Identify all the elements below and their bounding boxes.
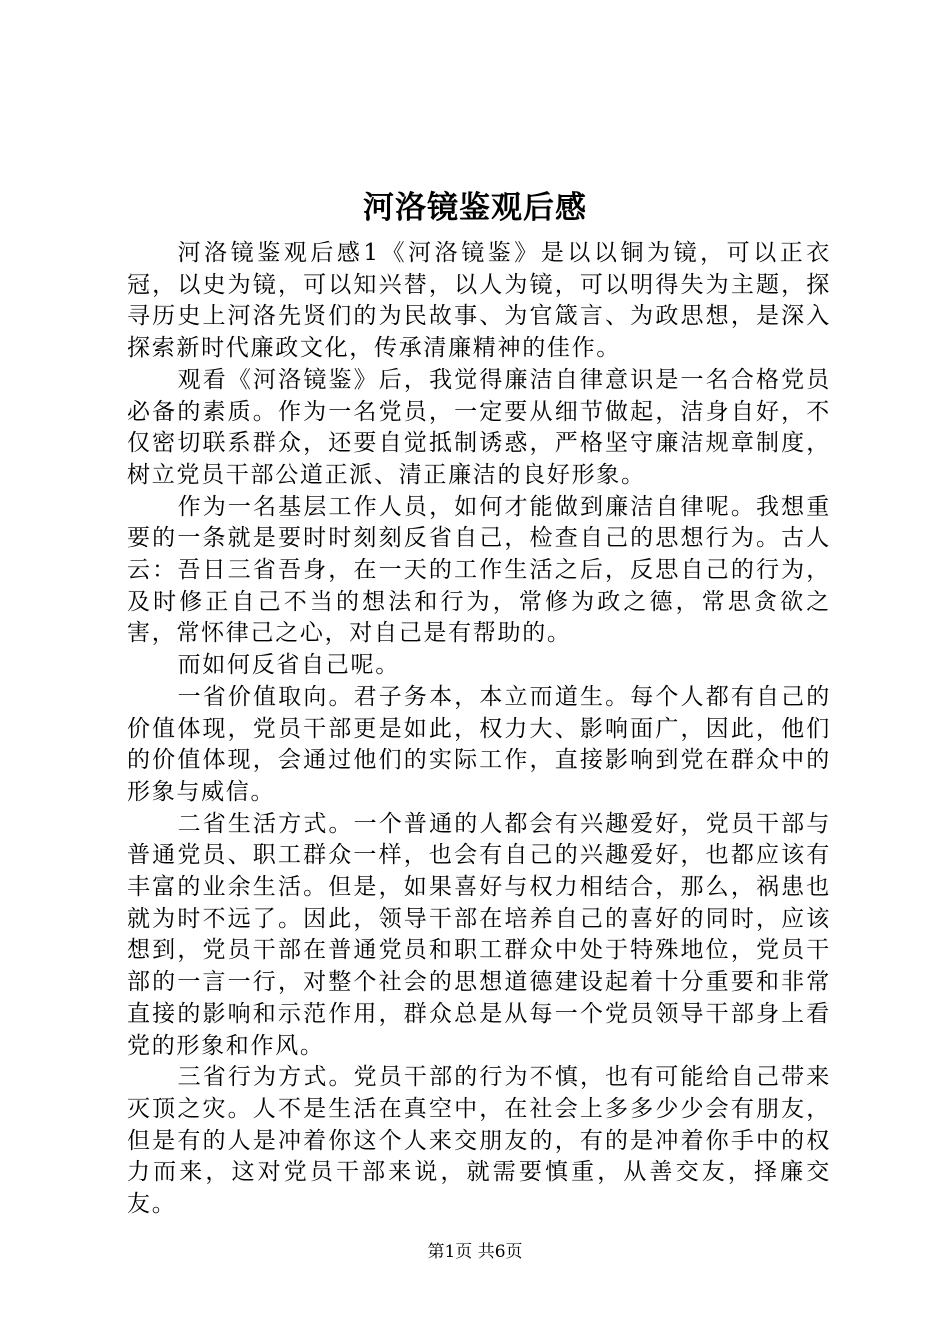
paragraph-reflection: 作为一名基层工作人员，如何才能做到廉洁自律呢。我想重要的一条就是要时时刻刻反省自己，检查自己的思想行为。古人云：吾日三省吾身，在一天的工作生活之后，反思自己的行为，及时修正自己不当的想法和行为，常修为政之德，常思贪欲之害，常怀律己之心，对自己是有帮助的。 [127, 493, 831, 647]
paragraph-question: 而如何反省自己呢。 [177, 652, 400, 679]
page-number-footer: 第1页 共6页 [427, 1242, 523, 1262]
document-title: 河洛镜鉴观后感 [363, 190, 587, 226]
paragraph-values: 一省价值取向。君子务本，本立而道生。每个人都有自己的价值体现，党员干部更是如此，权力大、影响面广，因此，他们的价值体现，会通过他们的实际工作，直接影响到党在群众中的形象与威信。 [127, 683, 831, 805]
paragraph-intro: 河洛镜鉴观后感1《河洛镜鉴》是以以铜为镜，可以正衣冠，以史为镜，可以知兴替，以人为镜，可以明得失为主题，探寻历史上河洛先贤们的为民故事、为官箴言、为政思想，是深入探索新时代廉政文化，传承清廉精神的佳作。 [127, 240, 831, 362]
paragraph-self-discipline: 观看《河洛镜鉴》后，我觉得廉洁自律意识是一名合格党员必备的素质。作为一名党员，一定要从细节做起，洁身自好，不仅密切联系群众，还要自觉抵制诱惑，严格坚守廉洁规章制度，树立党员干部公道正派、清正廉洁的良好形象。 [127, 366, 831, 488]
document-body [127, 238, 831, 1221]
paragraph-behavior: 三省行为方式。党员干部的行为不慎，也有可能给自己带来灭顶之灾。人不是生活在真空中，在社会上多多少少会有朋友，但是有的人是冲着你这个人来交朋友的，有的是冲着你手中的权力而来，这对党员干部来说，就需要慎重，从善交友，择廉交友。 [127, 1064, 831, 1218]
paragraph-lifestyle: 二省生活方式。一个普通的人都会有兴趣爱好，党员干部与普通党员、职工群众一样，也会有自己的兴趣爱好，也都应该有丰富的业余生活。但是，如果喜好与权力相结合，那么，祸患也就为时不远了。因此，领导干部在培养自己的喜好的同时，应该想到，党员干部在普通党员和职工群众中处于特殊地位，党员干部的一言一行，对整个社会的思想道德建设起着十分重要和非常直接的影响和示范作用，群众总是从每一个党员领导干部身上看党的形象和作风。 [127, 810, 831, 1059]
